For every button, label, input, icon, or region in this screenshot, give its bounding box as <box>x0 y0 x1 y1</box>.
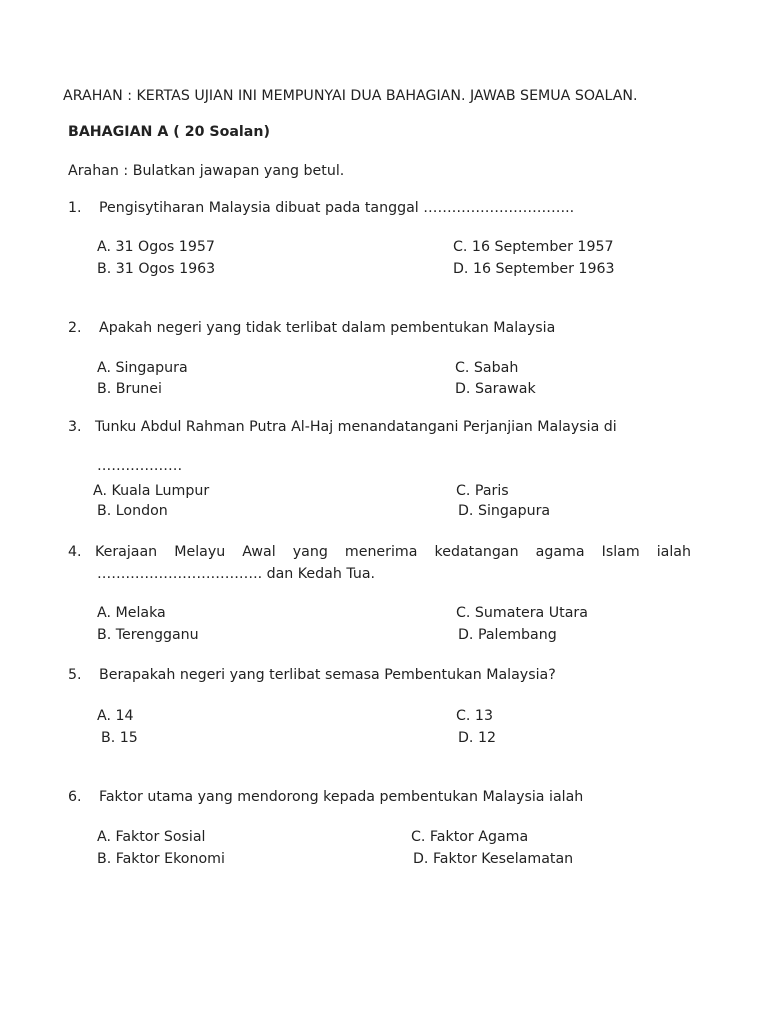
section-instruction: Arahan : Bulatkan jawapan yang betul. <box>68 163 345 179</box>
question-number: 5. <box>68 667 82 683</box>
option-a[interactable]: A. Faktor Sosial <box>97 829 206 845</box>
question-text: Kerajaan Melayu Awal yang menerima kedatangan agama Islam ialah <box>95 544 691 560</box>
option-c[interactable]: C. 16 September 1957 <box>453 239 614 255</box>
question-number: 4. <box>68 544 82 560</box>
option-b[interactable]: B. Brunei <box>97 381 162 397</box>
option-b[interactable]: B. Faktor Ekonomi <box>97 851 225 867</box>
option-b[interactable]: B. Terengganu <box>97 627 199 643</box>
question-number: 1. <box>68 200 82 216</box>
option-d[interactable]: D. 12 <box>458 730 496 746</box>
option-c[interactable]: C. 13 <box>456 708 493 724</box>
answer-blank: ……………… <box>97 458 183 474</box>
option-c[interactable]: C. Sumatera Utara <box>456 605 588 621</box>
option-c[interactable]: C. Faktor Agama <box>411 829 529 845</box>
question-text: Berapakah negeri yang terlibat semasa Pembentukan Malaysia? <box>99 667 556 683</box>
option-a[interactable]: A. Kuala Lumpur <box>93 483 210 499</box>
question-text: Pengisytiharan Malaysia dibuat pada tanggal ………………………….. <box>99 200 575 216</box>
option-a[interactable]: A. 31 Ogos 1957 <box>97 239 215 255</box>
option-b[interactable]: B. London <box>97 503 168 519</box>
option-c[interactable]: C. Paris <box>456 483 509 499</box>
option-b[interactable]: B. 15 <box>101 730 138 746</box>
option-d[interactable]: D. Singapura <box>458 503 551 519</box>
option-d[interactable]: D. 16 September 1963 <box>453 261 615 277</box>
option-c[interactable]: C. Sabah <box>455 360 519 376</box>
option-a[interactable]: A. Melaka <box>97 605 166 621</box>
exam-instruction: ARAHAN : KERTAS UJIAN INI MEMPUNYAI DUA BAHAGIAN. JAWAB SEMUA SOALAN. <box>63 88 638 104</box>
question-number: 2. <box>68 320 82 336</box>
option-d[interactable]: D. Sarawak <box>455 381 536 397</box>
question-text: Apakah negeri yang tidak terlibat dalam pembentukan Malaysia <box>99 320 556 336</box>
question-number: 6. <box>68 789 82 805</box>
question-text: Faktor utama yang mendorong kepada pembentukan Malaysia ialah <box>99 789 584 805</box>
option-a[interactable]: A. 14 <box>97 708 134 724</box>
section-title: BAHAGIAN A ( 20 Soalan) <box>68 124 270 140</box>
question-text: Tunku Abdul Rahman Putra Al-Haj menandatangani Perjanjian Malaysia di <box>95 419 617 435</box>
question-text-line2: …………………………….. dan Kedah Tua. <box>97 566 376 582</box>
option-a[interactable]: A. Singapura <box>97 360 188 376</box>
option-b[interactable]: B. 31 Ogos 1963 <box>97 261 216 277</box>
option-d[interactable]: D. Faktor Keselamatan <box>413 851 574 867</box>
option-d[interactable]: D. Palembang <box>458 627 557 643</box>
question-number: 3. <box>68 419 82 435</box>
